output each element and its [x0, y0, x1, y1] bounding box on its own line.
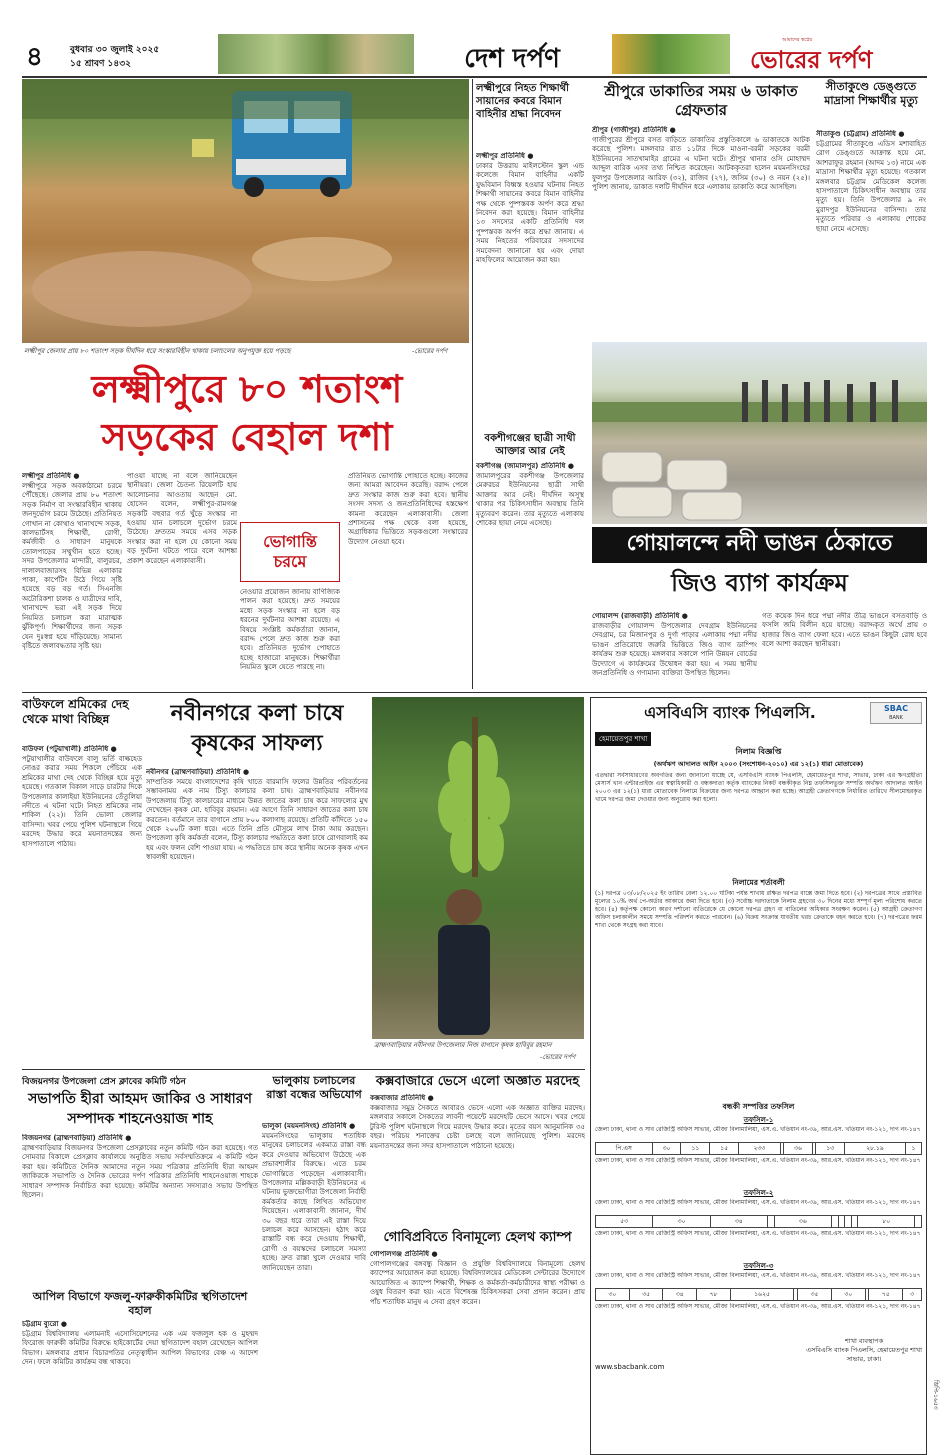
bijoynagar-headline-line-1: সভাপতি হীরা আহমদ জাকির ও সাধারণ: [28, 1091, 252, 1107]
sbac-schedule-2: তফসিল-২: [743, 1189, 774, 1197]
appeal-headline: আপিল বিভাগে ফজলু-ফারুকীকমিটির স্থগিতাদেশ বহাল: [32, 1290, 248, 1317]
coxs-text-2: গোপালগঞ্জের বঙ্গবন্ধু বিজ্ঞান ও প্রযুক্তি বিশ্ববিদ্যালয়ে বিনামূল্যে হেলথ ক্যাম্পের আয়োজন করা হয়েছে। বিশ্ববিদ্যালয়ের মেডিকেল সেন্টারের উদ্যোগে আয়োজিত এ ক্যাম্পে শিক্ষার্থী, শিক্ষক ও কর্মকর্তা-কর্মচারীদের স্বাস্থ্য পরীক্ষা ও ওষুধ বিতরণ করা হয়। এতে বিশেষজ্ঞ চিকিৎসকরা সেবা প্রদান করেন। প্রায় পাঁচ শতাধিক মানুষ এ সেবা গ্রহণ করেন।: [370, 1260, 585, 1306]
goalanda-headline-line-2: জিও ব্যাগ কার্যক্রম: [671, 569, 848, 597]
sbac-logo-text: SBAC: [884, 704, 908, 713]
table-cell: ৩৫: [629, 1289, 663, 1301]
table-cell: [915, 1216, 922, 1228]
table-cell: পি.এস: [596, 1143, 653, 1155]
table-cell: ৭৫: [869, 1289, 903, 1301]
masthead-small: আমাদের স্বপ্নের: [782, 37, 813, 43]
baufal-story: [22, 745, 142, 1063]
goalanda-byline: গোয়ালন্দ (রাজবাড়ী) প্রতিনিধি ●: [592, 612, 688, 620]
sbac-law: (অর্থঋণ আদালত আইন ২০০৩ (সংশোধন-২০১০) এর ১২(১) ধারা মোতাবেক): [653, 760, 864, 768]
bhaluka-text: ময়মনসিংহের ভালুকায় শতাধিক মানুষের চলাচলের একমাত্র রাস্তা বন্ধ করে দেওয়ার অভিযোগ উঠেছে এক প্রভাবশালীর বিরুদ্ধে। এতে চরম ভোগান্তিতে পড়েছেন এলাকাবাসী। উপজেলার মল্লিকবাড়ী ইউনিয়নের এ ঘটনায় ভুক্তভোগীরা উপজেলা নির্বাহী কর্মকর্তার কাছে লিখিত অভিযোগ দিয়েছেন। এলাকাবাসী জানান, দীর্ঘ ৩০ বছর ধরে তারা এই রাস্তা দিয়ে চলাচল করে আসছেন। হঠাৎ করে রাস্তাটি বন্ধ করে দেওয়ায় শিক্ষার্থী, রোগী ও বয়স্কদের চলাচলে সমস্যা হচ্ছে। দ্রুত রাস্তা খুলে দেওয়ার দাবি জানিয়েছেন তারা।: [262, 1132, 366, 1272]
goalanda-text: রাজবাড়ীর গোয়ালন্দ উপজেলার দেবগ্রাম ইউনিয়নের দেবগ্রাম, চর মিজানপুর ও দুর্গা পাড়ার এলাকায় পদ্মা নদীর ভাঙন প্রতিরোধে জরুরি ভিত্তিতে জিও ব্যাগ ডাম্পিং কার্যক্রম শুরু হয়েছে। মঙ্গলবার সকালে পানি উন্নয়ন বোর্ডের উদ্যোগে এ কার্যক্রমের উদ্বোধন করা হয়। এ সময় স্থানীয় জনপ্রতিনিধি ও গণ্যমান্য ব্যক্তিরা উপস্থিত ছিলেন।: [592, 622, 757, 678]
sbac-notice-title: নিলাম বিজ্ঞপ্তি: [735, 747, 782, 756]
lead-headline-line-2: সড়কের বেহাল দশা: [101, 415, 393, 459]
bijoynagar-text: ব্রাহ্মণবাড়িয়ার বিজয়নগর উপজেলা প্রেসক্লাবের নতুন কমিটি গঠন করা হয়েছে। গত সোমবার বিকালে প্রেসক্লাব কার্যালয়ে অনুষ্ঠিত সভায় সর্বসম্মতিক্রমে এ কমিটি গঠন করা হয়। কমিটিতে দৈনিক আমাদের নতুন সময় পত্রিকার প্রতিনিধি হীরা আহমদ জাকিরকে সভাপতি ও দৈনিক ভোরের দর্পণ পত্রিকার প্রতিনিধি শাহনেওয়াজ শাহকে সাধারণ সম্পাদক নির্বাচিত করা হয়েছে। কমিটির অন্যান্য সদস্যরাও সভায় উপস্থিত ছিলেন।: [22, 1144, 258, 1200]
center-text: ঢাকার উত্তরায় মাইলস্টোন স্কুল এন্ড কলেজে বিমান বাহিনীর একটি যুদ্ধবিমান বিধ্বস্ত হওয়ার ঘটনায় নিহত শিক্ষার্থী সায়ানের কবরে বিমান বাহিনীর পক্ষ থেকে পুষ্পস্তবক অর্পণ করে শ্রদ্ধা নিবেদন করা হয়েছে। বিমান বাহিনীর ১৩ সদস্যের একটি প্রতিনিধি দল পুষ্পস্তবক অর্পণ করে শ্রদ্ধা জানায়। এ সময় নিহতের পরিবারের সদস্যদের সমবেদনা জানানো হয় এবং দোয়া মাহফিলের আয়োজন করা হয়।: [476, 162, 584, 265]
banana-illustration: [372, 697, 584, 1039]
sitakunda-text: চট্টগ্রামের সীতাকুণ্ডে এডিস মশাবাহিত রোগ ডেঙ্গুতে আক্রান্ত হয়ে মো. আশরাফুর রহমান (আদম ১৩) নামে এক মাদ্রাসা শিক্ষার্থীর মৃত্যু হয়েছে। গতকাল মঙ্গলবার চট্টগ্রাম মেডিকেল কলেজ হাসপাতালে চিকিৎসাধীন অবস্থায় তার মৃত্যু হয়। তিনি উপজেলার ৯ নং মুরাদপুর ইউনিয়নের বাসিন্দা। তার মৃত্যুতে পরিবার ও এলাকায় শোকের ছায়া নেমে এসেছে।: [816, 140, 926, 233]
lead-text-1: লক্ষ্মীপুরে সড়ক অবকাঠামো চরমে পৌঁছেছে। জেলার প্রায় ৮০ শতাংশ সড়ক নির্মাণ বা সংস্কারবিহীন থাকায় জনদুর্ভোগ চরমে উঠেছে। প্রতিনিয়ত গোখান না কোথাও খানাখন্দে সড়ক, কালভার্টসহ শিক্ষার্থী, রোগী, কর্মজীবী ও সাধারণ মানুষকে তোলপাড়ের সম্মুখীন হতে হচ্ছে। সদর উপজেলার মান্দারী, বালুরচর, দালালবাজারসহ বিভিন্ন এলাকার পাকা, কার্পেটিং উঠে গিয়ে সৃষ্টি হয়েছে বড় বড় গর্ত। সিএনজি অটোরিকশা চালক ও যাত্রীদের দাবি, খানাখন্দে ভরা এই সড়ক দিয়ে নিয়মিত চলাচল করা মারাত্মক ঝুঁকিপূর্ণ। শিক্ষার্থীদের জন্য সড়ক যেন দুঃস্বপ্ন হয়ে দাঁড়িয়েছে। সামান্য বৃষ্টিতে জলাবদ্ধতার সৃষ্টি হয়।: [22, 482, 122, 650]
table-cell: ১৫: [710, 1143, 739, 1155]
goalanda-photo: [592, 342, 927, 524]
coxs-headline: কক্সবাজারে ভেসে এলো অজ্ঞাত মরদেহ: [375, 1074, 580, 1089]
coxs-byline-2: গোপালগঞ্জ প্রতিনিধি ●: [370, 1250, 438, 1258]
table-cell: ৩৪: [710, 1216, 767, 1228]
sbac-table-2: [595, 1215, 922, 1228]
page-header: [22, 34, 927, 76]
center-text-2: জামালপুরের বকশীগঞ্জ উপজেলার মেরুরচর ইউনিয়নের ছাত্রী সাথী আক্তার আর নেই। দীর্ঘদিন অসুস্থ থাকার পর চিকিৎসাধীন অবস্থায় তিনি মৃত্যুবরণ করেন। তার মৃত্যুতে এলাকায় শোকের ছায়া নেমে এসেছে।: [476, 472, 584, 528]
sbac-signature: [806, 1337, 922, 1364]
center-byline: লক্ষ্মীপুর প্রতিনিধি ●: [476, 152, 534, 160]
table-cell: ৫৩: [596, 1216, 653, 1228]
table-cell: ৮০: [858, 1216, 915, 1228]
table-cell: ৩৫: [798, 1289, 832, 1301]
masthead: ভোরের দর্পণ: [750, 46, 873, 74]
goalanda-story: [592, 612, 757, 688]
banana-story: [146, 768, 368, 1064]
lead-box-text: ভোগান্তি চরমে: [263, 532, 317, 571]
table-cell: ৩০: [596, 1289, 630, 1301]
date-line-2: ১৫ শ্রাবণ ১৪৩২: [70, 59, 131, 69]
road-photo: [22, 79, 469, 343]
lead-headline-line-1: লক্ষ্মীপুরে ৮০ শতাংশ: [91, 367, 403, 411]
table-cell: ৩০: [652, 1143, 681, 1155]
bhaluka-byline: ভালুকা (ময়মনসিংহ) প্রতিনিধি ●: [262, 1122, 356, 1130]
lead-column-2: পাওয়া যাচ্ছে না বলে জানিয়েছেন স্থানীয়রা। জেলা চৈতন্য রিয়েলটি হায় আলোচনার আওতায় আছেন মো. হোসেন বলেন, লক্ষ্মীপুর-রামগঞ্জ সড়কটি বহুবার গর্ত খুঁড়ে সংস্কার না হওয়ায় যান চলাচলে দুর্ভোগ চরমে উঠেছে। দ্রুততম সময়ে এসব সড়ক সংস্কার করা না হলে যে কোনো সময় বড় দুর্ঘটনা ঘটতে পারে বলে আশঙ্কা প্রকাশ করেছেন এলাকাবাসী।: [127, 472, 237, 565]
sitakunda-headline: সীতাকুণ্ডে ডেঙ্গুতে মাদ্রাসা শিক্ষার্থীর মৃত্যু: [824, 80, 918, 107]
sbac-body: এতদ্বারা সর্বসাধারণের অবগতির জন্য জানানো যাচ্ছে যে, এসবিএসি ব্যাংক পিএলসি, হেমায়েতপুর শাখা, সাভার, ঢাকা এর ঋণগ্রহীতা মেসার্স খান এন্টারপ্রাইজ এর স্বত্বাধিকারী ও বন্ধকদাতা কর্তৃক ব্যাংকের নিকট বন্ধকীকৃত নিম্ন তফসিলভুক্ত সম্পত্তি অর্থঋণ আদালত আইন ২০০৩ এর ১২(১) ধারা মোতাবেক নিলামে বিক্রয়ের জন্য দরপত্র আহ্বান করা হচ্ছে। আগ্রহী ক্রেতাগণকে নির্ধারিত তারিখে সীলমোহরকৃত খামে দরপত্র জমা দেওয়ার জন্য অনুরোধ করা হলো।: [595, 772, 922, 803]
coxs-headline-2: গোবিপ্রবিতে বিনামূল্যে হেলথ ক্যাম্প: [383, 1230, 572, 1245]
sbac-title-row: [595, 702, 922, 726]
header-photo-strip: [218, 34, 414, 74]
center-headline-2: বকশীগঞ্জের ছাত্রী সাথী আক্তার আর নেই: [484, 433, 576, 457]
baufal-headline: বাউফলে শ্রমিকের দেহ থেকে মাথা বিচ্ছিন্ন: [22, 697, 129, 726]
table-cell: ৩৪: [663, 1289, 697, 1301]
sbac-terms: (১) দরপত্র ০৩/০৮/২০২৫ ইং তারিখ বেলা ১২.০০ ঘটিকা পর্যন্ত শাখায় রক্ষিত দরপত্র বাক্সে জমা দিতে হবে। (২) দরপত্রের সাথে প্রস্তাবিত মূল্যের ১০% অর্থ পে-অর্ডার আকারে জমা দিতে হবে। (৩) সর্বোচ্চ দরদাতাকে নিলাম গ্রহণের ৩০ দিনের মধ্যে সম্পূর্ণ মূল্য পরিশোধ করতে হবে। (৪) কর্তৃপক্ষ কোনো কারণ দর্শানো ব্যতিরেকে যে কোনো দরপত্র গ্রহণ বা বাতিলের অধিকার সংরক্ষণ করেন। (৫) আগ্রহী ক্রেতাগণ অফিস চলাকালীন সময়ে সম্পত্তি পরিদর্শন করতে পারবেন। (৬) বিক্রয় সংক্রান্ত যাবতীয় খরচ ক্রেতাকে বহন করতে হবে। (৭) দরপত্রের ফরম শাখা থেকে সংগ্রহ করা যাবে।: [595, 890, 922, 929]
bhaluka-headline: ভালুকায় চলাচলের রাস্তা বন্ধের অভিযোগ: [266, 1074, 362, 1101]
banana-caption: ব্রাহ্মণবাড়িয়ার নবীনগর উপজেলার নিজ বাগানে কৃষক হাবিবুর রহমান: [374, 1041, 552, 1049]
sbac-title: এসবিএসি ব্যাংক পিএলসি.: [644, 703, 816, 722]
sbac-schedule-text-2b: জেলা ঢাকা, থানা ও সাব রেজিস্ট্রি অফিস সাভার, মৌজা বিলামালিয়া, এস.এ. খতিয়ান নং-৩৯, আর.এস. খতিয়ান নং-১২১, দাগ নং-১৪৭: [595, 1230, 921, 1237]
coxs-story-2: [370, 1250, 585, 1446]
bijoynagar-headline-line-2: সম্পাদক শাহনেওয়াজ শাহ: [67, 1111, 213, 1127]
table-cell: ১৩: [816, 1143, 845, 1155]
table-cell: ৩০: [653, 1216, 710, 1228]
dakati-text: গাজীপুরের শ্রীপুরে বসত বাড়িতে ডাকাতির প্রস্তুতিকালে ৬ ডাকাতকে আটক করেছে পুলিশ। মঙ্গলবার রাত ১১টার দিকে মাওনা-বরমী সড়কের বরমী ইউনিয়নের সাতখামাইর গ্রামের এ ঘটনা ঘটে। শ্রীপুর থানার ওসি মোহাম্মদ আব্দুল বারিক এসব তথ্য নিশ্চিত করেছেন। আটককৃতরা হলেন ময়মনসিংহের ফুলপুর উপজেলার আরিফ (৩২), রাজিব (২৭), জসিম (৩০) ও নয়ন (২৫)। পুলিশ জানায়, ডাকাত দলটি দীর্ঘদিন ধরে এলাকায় ডাকাতি করে আসছিল।: [592, 136, 810, 192]
section-rule-2: [22, 1069, 585, 1070]
sbac-footer: [595, 1337, 922, 1373]
sbac-table-3: [595, 1288, 922, 1301]
table-cell: ১৬২৫: [730, 1289, 794, 1301]
sitakunda-story: [816, 130, 926, 338]
coxs-story: [370, 1094, 585, 1226]
lead-column-3: নেওয়ার প্রয়োজন জানায় বাণিজ্যিক পালন করা হয়েছে। দ্রুত সময়ের মধ্যে সড়ক সংস্কার না হলে বড় ধরনের দুর্ঘটনার আশঙ্কা রয়েছে। এ বিষয়ে সংশ্লিষ্ট কর্মকর্তারা জানান, বরাদ্দ পেলে দ্রুত কাজ শুরু করা হবে। প্রতিনিয়ত দুর্ভোগ পোহাতে হচ্ছে হাজারো মানুষকে। শিক্ষার্থীরা নিয়মিত স্কুলে যেতে পারছে না।: [240, 588, 340, 672]
dakati-story: [592, 126, 810, 336]
sitakunda-byline: সীতাকুণ্ড (চট্টগ্রাম) প্রতিনিধি ●: [816, 130, 905, 138]
sbac-notice: [590, 697, 927, 1455]
sbac-schedule-text-2: জেলা ঢাকা, থানা ও সাব রেজিস্ট্রি অফিস সাভার, মৌজা বিলামালিয়া, এস.এ. খতিয়ান নং-৩৯, আর.এস. খতিয়ান নং-১২১, দাগ নং-১৪৭: [595, 1199, 921, 1206]
center-story-2: [476, 462, 584, 688]
sbac-schedule-text-1b: জেলা ঢাকা, থানা ও সাব রেজিস্ট্রি অফিস সাভার, মৌজা বিলামালিয়া, এস.এ. খতিয়ান নং-৩৯, আর.এস. খতিয়ান নং-১২১, দাগ নং-১৪৭: [595, 1157, 921, 1164]
road-photo-credit: -ভোরের দর্পণ: [412, 347, 448, 355]
header-photo-strip-right: [612, 34, 730, 74]
sbac-schedule-text-3b: জেলা ঢাকা, থানা ও সাব রেজিস্ট্রি অফিস সাভার, মৌজা বিলামালিয়া, এস.এ. খতিয়ান নং-৩৯, আর.এস. খতিয়ান নং-১২১, দাগ নং-১৪৭: [595, 1303, 921, 1310]
baufal-byline: বাউফল (পটুয়াখালী) প্রতিনিধি ●: [22, 745, 117, 753]
sbac-sign-2: এসবিএসি ব্যাংক পিএলসি, হেমায়েতপুর শাখা: [806, 1346, 922, 1354]
goalanda-headline-box: [592, 527, 927, 609]
table-cell: ৩০: [831, 1289, 865, 1301]
baufal-text: পটুয়াখালীর বাউফলে বালু ভর্তি বাল্কহেড নোঙর করার সময় শিকলে পেঁচিয়ে এক শ্রমিকের মাথা দেহ থেকে বিচ্ছিন্ন হয়ে মৃত্যু হয়েছে। গতকাল বিকাল সাড়ে চারটার দিকে উপজেলার কালাইয়া ইউনিয়নের তেঁতুলিয়া নদীতে এ ঘটনা ঘটে। নিহত শ্রমিকের নাম শাকিল (২২)। তিনি ভোলা জেলার বাসিন্দা। খবর পেয়ে পুলিশ ঘটনাস্থলে গিয়ে মরদেহ উদ্ধার করে ময়নাতদন্তের জন্য হাসপাতালে পাঠায়।: [22, 755, 142, 848]
sbac-sign-3: সাভার, ঢাকা।: [846, 1355, 882, 1363]
sbac-table-1: [595, 1142, 922, 1155]
coxs-byline: কক্সবাজার প্রতিনিধি ●: [370, 1094, 434, 1102]
banana-byline: নবীনগর (ব্রাহ্মণবাড়িয়া) প্রতিনিধি ●: [146, 768, 250, 776]
table-cell: ৩৬: [784, 1143, 813, 1155]
sbac-schedule-3: তফসিল-৩: [743, 1262, 774, 1270]
bijoynagar-kicker: বিজয়নগর উপজেলা প্রেস ক্লাবের কমিটি গঠন: [22, 1077, 186, 1087]
sbac-schedule-1: তফসিল-১: [743, 1116, 774, 1124]
bijoynagar-byline: বিজয়নগর (ব্রাহ্মণবাড়িয়া) প্রতিনিধি ●: [22, 1134, 132, 1142]
column-divider: [472, 79, 473, 689]
section-rule-1: [22, 692, 927, 693]
table-cell: ১: [905, 1143, 921, 1155]
sbac-schedule-title: বন্ধকী সম্পত্তির তফসিল: [722, 1102, 795, 1111]
lead-column-4: প্রতিনিয়ত ভোগান্তি পোহাতে হচ্ছে। কাজের জন্য আমরা আবেদন করেছি। বরাদ্দ পেলে দ্রুত সংস্কার কাজ শুরু করা হবে। স্থানীয় সংসদ সদস্য ও জনপ্রতিনিধিদের হস্তক্ষেপ কামনা করেছেন এলাকাবাসী। জেলা প্রশাসনের পক্ষ থেকে বলা হয়েছে, অগ্রাধিকার ভিত্তিতে সড়কগুলো সংস্কারের উদ্যোগ নেওয়া হবে।: [348, 472, 468, 546]
lead-byline: লক্ষ্মীপুর প্রতিনিধি ●: [22, 472, 80, 480]
appeal-story: [22, 1320, 258, 1446]
goalanda-headline-line-1: গোয়ালন্দে নদী ভাঙন ঠেকাতে: [592, 527, 927, 563]
lead-column-1: [22, 472, 122, 682]
banana-photo: [372, 697, 584, 1039]
sbac-logo: [870, 702, 922, 724]
sbac-terms-title: নিলামের শর্তাবলী: [732, 878, 785, 887]
appeal-text: চট্টগ্রাম বিশ্ববিদ্যালয় এলামনাই এসোসিয়েশনের এক এম ফজলুল হক ও মুহম্মদ ফিরোজ ফারুকী কমিটির বিরুদ্ধে হাইকোর্টের দেয়া স্থগিতাদেশ বহাল রেখেছেন আপিল বিভাগ। মঙ্গলবার প্রধান বিচারপতির নেতৃত্বাধীন আপিল বিভাগের বেঞ্চ এ আদেশ দেন। ফলে কমিটির কার্যক্রম বন্ধ থাকবে।: [22, 1330, 258, 1367]
dakati-headline: শ্রীপুরে ডাকাতির সময় ৬ ডাকাত গ্রেফতার: [604, 82, 798, 119]
header-rule: [22, 76, 927, 78]
page-number: ৪: [26, 42, 43, 72]
banana-headline-line-1: নবীনগরে কলা চাষে: [170, 701, 344, 726]
bhaluka-story: [262, 1122, 366, 1446]
sbac-logo-sub: BANK: [889, 715, 903, 721]
table-cell: ৭৮: [697, 1289, 731, 1301]
coxs-text: কক্সবাজার সমুদ্র সৈকতে আবারও ভেসে এলো এক অজ্ঞাত ব্যক্তির মরদেহ। মঙ্গলবার সকালে সৈকতের লাবনী পয়েন্টে মরদেহটি ভেসে আসে। খবর পেয়ে টুরিস্ট পুলিশ ঘটনাস্থলে গিয়ে মরদেহ উদ্ধার করে। মৃতের বয়স আনুমানিক ৩৫ বছর। পরিচয় শনাক্তের চেষ্টা চলছে বলে জানিয়েছে পুলিশ। মরদেহ ময়নাতদন্তের জন্য সদর হাসপাতালে পাঠানো হয়েছে।: [370, 1104, 585, 1150]
center-byline-2: বকশীগঞ্জ (জামালপুর) প্রতিনিধি ●: [476, 462, 574, 470]
road-illustration: [22, 79, 469, 343]
table-cell: ১১: [681, 1143, 710, 1155]
banana-credit: -ভোরের দর্পণ: [540, 1053, 576, 1061]
center-headline: লক্ষ্মীপুরে নিহত শিক্ষার্থী সায়ানের কবরে বিমান বাহিনীর শ্রদ্ধা নিবেদন: [476, 83, 569, 120]
sbac-sign-1: শাখা ব্যবস্থাপক: [844, 1337, 884, 1345]
center-story: [476, 152, 584, 422]
bijoynagar-story: [22, 1134, 258, 1282]
appeal-byline: চট্টগ্রাম ব্যুরো ●: [22, 1320, 67, 1328]
geo-bag-illustration: [592, 342, 927, 524]
sbac-schedule-text-3: জেলা ঢাকা, থানা ও সাব রেজিস্ট্রি অফিস সাভার, মৌজা বিলামালিয়া, এস.এ. খতিয়ান নং-৩৯, আর.এস. খতিয়ান নং-১২১, দাগ নং-১৪৭: [595, 1272, 921, 1279]
sbac-schedule-text-1: জেলা ঢাকা, থানা ও সাব রেজিস্ট্রি অফিস সাভার, মৌজা বিলামালিয়া, এস.এ. খতিয়ান নং-৩৯, আর.এস. খতিয়ান নং-১২১, দাগ নং-১৪৭: [595, 1126, 921, 1133]
side-code: ডিপি-১৬৫৩: [932, 1380, 939, 1410]
lead-box: [240, 522, 340, 582]
banana-headline-line-2: কৃষকের সাফল্য: [191, 731, 323, 756]
sbac-branch: হেমায়েতপুর শাখা: [595, 732, 651, 746]
goalanda-story-2: গত কয়েক দিন ধরে পদ্মা নদীর তীব্র ভাঙনে বসতবাড়ি ও ফসলি জমি বিলীন হয়ে যাচ্ছে। বরাদ্দকৃত অর্থে প্রায় ৩ হাজার জিও ব্যাগ ফেলা হবে। এতে ভাঙন কিছুটা রোধ হবে বলে আশা করছেন স্থানীয়রা।: [762, 612, 927, 649]
banana-text: সাম্প্রতিক সময়ে বাংলাদেশের কৃষি খাতে বারমাসি ফলের উন্নতির পরিবর্তনের সম্ভাবনাময় এক নাম টিস্যু কালচার কলা চাষ। ব্রাহ্মণবাড়িয়ার নবীনগর উপজেলায় টিস্যু কালচারের মাধ্যমে উন্নত জাতের কলা চাষ করে সাফল্যের মুখ দেখেছেন কৃষক মো. হাবিবুর রহমান। এর আগে তিনি সাধারণ জাতের কলা চাষ করতেন। বর্তমানে তার বাগানে প্রায় ৮০০ কলাগাছ রয়েছে। প্রতিটি কাঁদিতে ১৫০ থেকে ২০০টি কলা ধরে। এতে তিনি প্রতি মৌসুমে লাখ টাকা আয় করছেন। উপজেলা কৃষি কর্মকর্তা বলেন, টিস্যু কালচার পদ্ধতিতে কলা চাষে রোগবালাই কম হয় এবং ফলন বেশি পাওয়া যায়। এ পদ্ধতিতে চাষ করে স্থানীয় অনেক কৃষক এখন স্বাবলম্বী হয়েছেন।: [146, 778, 368, 862]
sbac-website[interactable]: www.sbacbank.com: [595, 1363, 665, 1371]
table-cell: ২৩৩: [739, 1143, 781, 1155]
section-title: দেশ দর্পণ: [464, 44, 560, 74]
table-cell: ২৮.১৯: [845, 1143, 906, 1155]
table-cell: ৩: [903, 1289, 922, 1301]
date-line-1: বুধবার ৩০ জুলাই ২০২৫: [70, 45, 160, 55]
road-photo-caption: লক্ষ্মীপুর জেলার প্রায় ৮০ শতাংশ সড়ক দীর্ঘদিন ধরে সংস্কারবিহীন থাকায় চলাচলের অনুপযুক্ত হয়ে পড়ছে: [24, 347, 291, 355]
table-cell: ৩৬: [774, 1216, 831, 1228]
dakati-byline: শ্রীপুর (গাজীপুর) প্রতিনিধি ●: [592, 126, 676, 134]
